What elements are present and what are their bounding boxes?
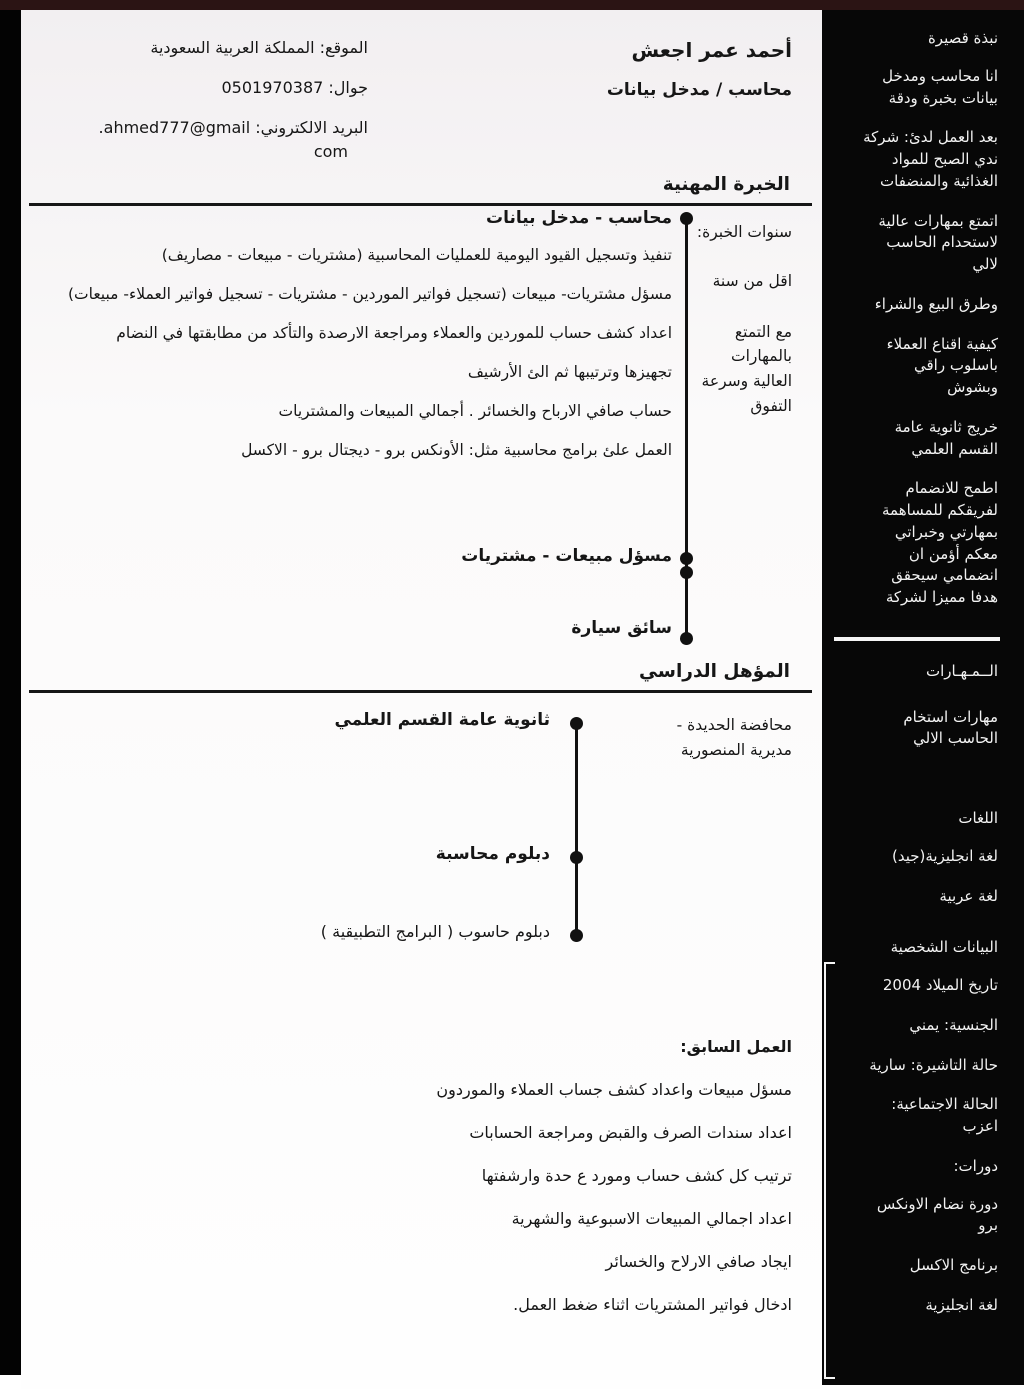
personal-item: الجنسية: يمني — [909, 1015, 998, 1034]
previous-work-item: اعداد اجمالي المبيعات الاسبوعية والشهرية — [511, 1209, 792, 1228]
personal-item: تاريخ الميلاد 2004 — [882, 976, 998, 994]
experience-meta — [696, 206, 792, 651]
timeline-dot — [680, 552, 693, 565]
language-item: لغة عربية — [939, 886, 998, 905]
education-section — [45, 693, 792, 973]
resume-sidebar — [822, 10, 1024, 1385]
previous-work-item: ايجاد صافي الارلاح والخسائر — [605, 1252, 792, 1271]
education-timeline — [562, 693, 586, 973]
contact-email-line1: البريد الالكتروني: ahmed777@gmail. — [98, 118, 368, 137]
contact-block — [45, 24, 368, 164]
personal-data-title: البيانات الشخصية — [890, 938, 998, 957]
job-detail: تنفيذ وتسجيل القيود اليومية للعمليات المحاسبية (مشتريات - مبيعات - مصاريف) — [161, 246, 672, 264]
experience-section-title: الخبرة المهنية — [662, 174, 790, 195]
course-item: لغة انجليزية — [925, 1295, 998, 1314]
contact-email-line2: com — [313, 142, 348, 161]
previous-work-item: ترتيب كل كشف حساب ومورد ع حدة وارشفتها — [481, 1166, 792, 1185]
left-edge-strip — [0, 10, 21, 1375]
job-detail: اعداد كشف حساب للموردين والعملاء ومراجعة الارصدة والتأكد من مطابقتها في النضام — [116, 324, 672, 343]
timeline-dot — [680, 632, 693, 645]
course-item: دورة نضام الاونكس برو — [876, 1194, 998, 1235]
timeline-dot — [680, 212, 693, 225]
previous-work-title: العمل السابق: — [680, 1037, 792, 1056]
experience-section — [45, 206, 792, 651]
about-paragraph: كيفية اقناع العملاء باسلوب راقي وبشوش — [886, 334, 998, 396]
about-paragraph: انا محاسب ومدخل بيانات بخبرة ودقة — [882, 66, 998, 107]
job-detail: العمل علئ برامج محاسبية مثل: الأونكس برو - ديجتال برو - الاكسل — [241, 441, 672, 460]
candidate-name: أحمد عمر اجعش — [631, 38, 792, 62]
timeline-dot — [570, 929, 583, 942]
previous-work-section — [45, 1035, 792, 1317]
resume-main-area — [21, 10, 822, 1389]
job-title: سائق سيارة — [571, 618, 672, 638]
job-detail: حساب صافي الارباح والخسائر . أجمالي المبيعات والمشتريات — [278, 402, 672, 421]
education-entries — [45, 693, 562, 973]
years-of-experience-note: مع التمتع بالمهارات العالية وسرعة التفوق — [701, 322, 792, 415]
about-paragraph: خريج ثانوية عامة القسم العلمي — [894, 417, 998, 458]
personal-item: حالة التاشيرة: سارية — [869, 1055, 998, 1074]
timeline-dot — [570, 717, 583, 730]
previous-work-item: اعداد سندات الصرف والقبض ومراجعة الحسابات — [469, 1123, 792, 1142]
timeline-line — [575, 723, 578, 936]
skills-title: الــمـهـارات — [925, 661, 998, 680]
education-item: دبلوم حاسوب ( البرامج التطبيقية ) — [320, 922, 550, 941]
contact-location: الموقع: المملكة العربية السعودية — [150, 38, 368, 57]
personal-data-frame — [824, 962, 835, 1379]
personal-item: الحالة الاجتماعية: اعزب — [891, 1095, 998, 1135]
candidate-title: محاسب / مدخل بيانات — [606, 80, 792, 100]
language-item: لغة انجليزية(جيد) — [891, 846, 998, 865]
sidebar-divider — [834, 637, 1000, 641]
education-item: ثانوية عامة القسم العلمي — [334, 710, 550, 730]
years-of-experience-label: سنوات الخبرة: — [696, 223, 792, 241]
about-paragraph: وطرق البيع والشراء — [874, 294, 998, 313]
previous-work-item: مسؤل مبيعات واعداد كشف جساب العملاء والموردون — [436, 1080, 792, 1099]
education-section-title: المؤهل الدراسي — [639, 661, 790, 682]
course-item: برنامج الاكسل — [909, 1256, 998, 1274]
timeline-dot — [570, 851, 583, 864]
job-detail: تجهيزها وترتيبها ثم الئ الأرشيف — [467, 363, 672, 382]
job-title: مسؤل مبيعات - مشتريات — [461, 546, 672, 566]
resume-header — [45, 24, 792, 164]
previous-work-item: ادخال فواتير المشتريات اثناء ضغط العمل. — [513, 1295, 792, 1314]
about-paragraph: بعد العمل لدئ: شركة ندي الصبح للمواد الغذائية والمنضفات — [863, 128, 998, 190]
experience-timeline — [672, 206, 696, 651]
contact-email — [45, 116, 368, 164]
about-title: نبذة قصيرة — [927, 29, 998, 47]
about-paragraph: اتمتع بمهارات عالية لاستحدام الحاسب لالي — [878, 211, 998, 273]
education-location: محافضة الحديدة - مديرية المنصورية — [676, 716, 792, 759]
education-item: دبلوم محاسبة — [435, 844, 550, 864]
contact-phone: جوال: 0501970387 — [221, 78, 368, 97]
job-title: محاسب - مدخل بيانات — [485, 208, 672, 228]
about-paragraph: اطمح للانضمام لفريقكم للمساهمة بمهارتي وخبراتي معكم أؤمن ان انضمامي سيحقق هدفا مميزا لشركة — [881, 479, 998, 606]
identity-block — [368, 24, 792, 164]
experience-entries — [45, 206, 672, 651]
skill-item: مهارات استخام الحاسب الالي — [903, 707, 998, 748]
years-of-experience-value: اقل من سنة — [712, 271, 792, 290]
timeline-dot — [680, 566, 693, 579]
top-accent-bar — [0, 0, 1024, 10]
courses-title: دورات: — [953, 1156, 998, 1175]
languages-title: اللغات — [958, 809, 998, 827]
job-detail: مسؤل مشتريات- مبيعات (تسجيل فواتير الموردين - مشتريات - تسجيل فواتير العملاء- مبيعات) — [67, 285, 672, 304]
